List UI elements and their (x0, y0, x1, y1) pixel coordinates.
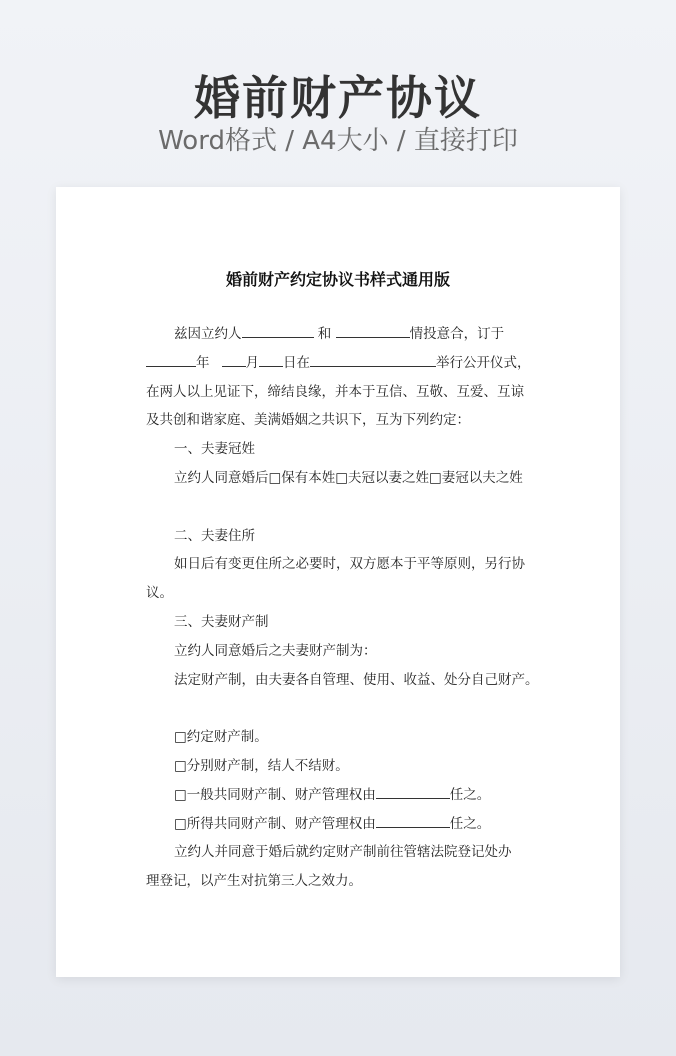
text-segment: 兹因立约人 (174, 326, 242, 342)
option-item: □约定财产制。 (174, 729, 268, 746)
blank-field (259, 352, 283, 367)
text-segment: □一般共同财产制、财产管理权由 (174, 786, 376, 803)
text-segment: 和 (317, 326, 332, 342)
page-subtitle: Word格式 / A4大小 / 直接打印 (158, 126, 518, 156)
blank-field (336, 323, 410, 338)
section-text: 立约人同意婚后之夫妻财产制为： (174, 642, 377, 659)
spacer (146, 493, 531, 522)
intro-line-2 (146, 349, 531, 378)
blank-field (376, 813, 450, 828)
closing-text: 理登记，以产生对抗第三人之效力。 (146, 873, 362, 890)
section-heading: 三、夫妻财产制 (174, 613, 269, 630)
intro-line-1 (146, 320, 531, 349)
section-heading: 一、夫妻冠姓 (174, 441, 255, 458)
text-segment: 举行公开仪式， (436, 354, 531, 371)
text-segment: 日在 (283, 354, 310, 371)
intro-line-3: 在两人以上见证下，缔结良缘，并本于互信、互敬、互爱、互谅 (146, 383, 524, 400)
option-item (146, 810, 531, 839)
option-item: □分别财产制，结人不结财。 (174, 757, 349, 774)
blank-field (242, 323, 314, 338)
closing-text: 立约人并同意于婚后就约定财产制前往管辖法院登记处办 (174, 844, 512, 861)
text-segment: 任之。 (449, 815, 491, 832)
blank-field (222, 352, 246, 367)
blank-field (376, 784, 450, 799)
page-title: 婚前财产协议 (194, 71, 482, 125)
text-segment: 情投意合，订于 (409, 326, 505, 342)
document-title: 婚前财产约定协议书样式通用版 (225, 270, 450, 289)
section-text: 议。 (146, 585, 173, 602)
section-text: 如日后有变更住所之必要时，双方愿本于平等原则，另行协 (174, 556, 525, 573)
text-segment: 任之。 (449, 786, 491, 803)
spacer (146, 694, 531, 723)
text-segment: 月 (245, 354, 259, 371)
section-heading: 二、夫妻住所 (174, 527, 255, 544)
option-item (146, 781, 531, 810)
document-page (56, 187, 620, 977)
blank-field (310, 352, 436, 367)
text-segment: □所得共同财产制、财产管理权由 (174, 815, 376, 832)
blank-field (146, 352, 196, 367)
text-segment: 年 (196, 354, 210, 371)
document-body (146, 320, 539, 896)
intro-line-4: 及共创和谐家庭、美满婚姻之共识下，互为下列约定： (146, 412, 470, 429)
section-text: 立约人同意婚后□保有本姓□夫冠以妻之姓□妻冠以夫之姓 (174, 469, 523, 486)
section-text: 法定财产制，由夫妻各自管理、使用、收益、处分自己财产。 (174, 671, 539, 688)
